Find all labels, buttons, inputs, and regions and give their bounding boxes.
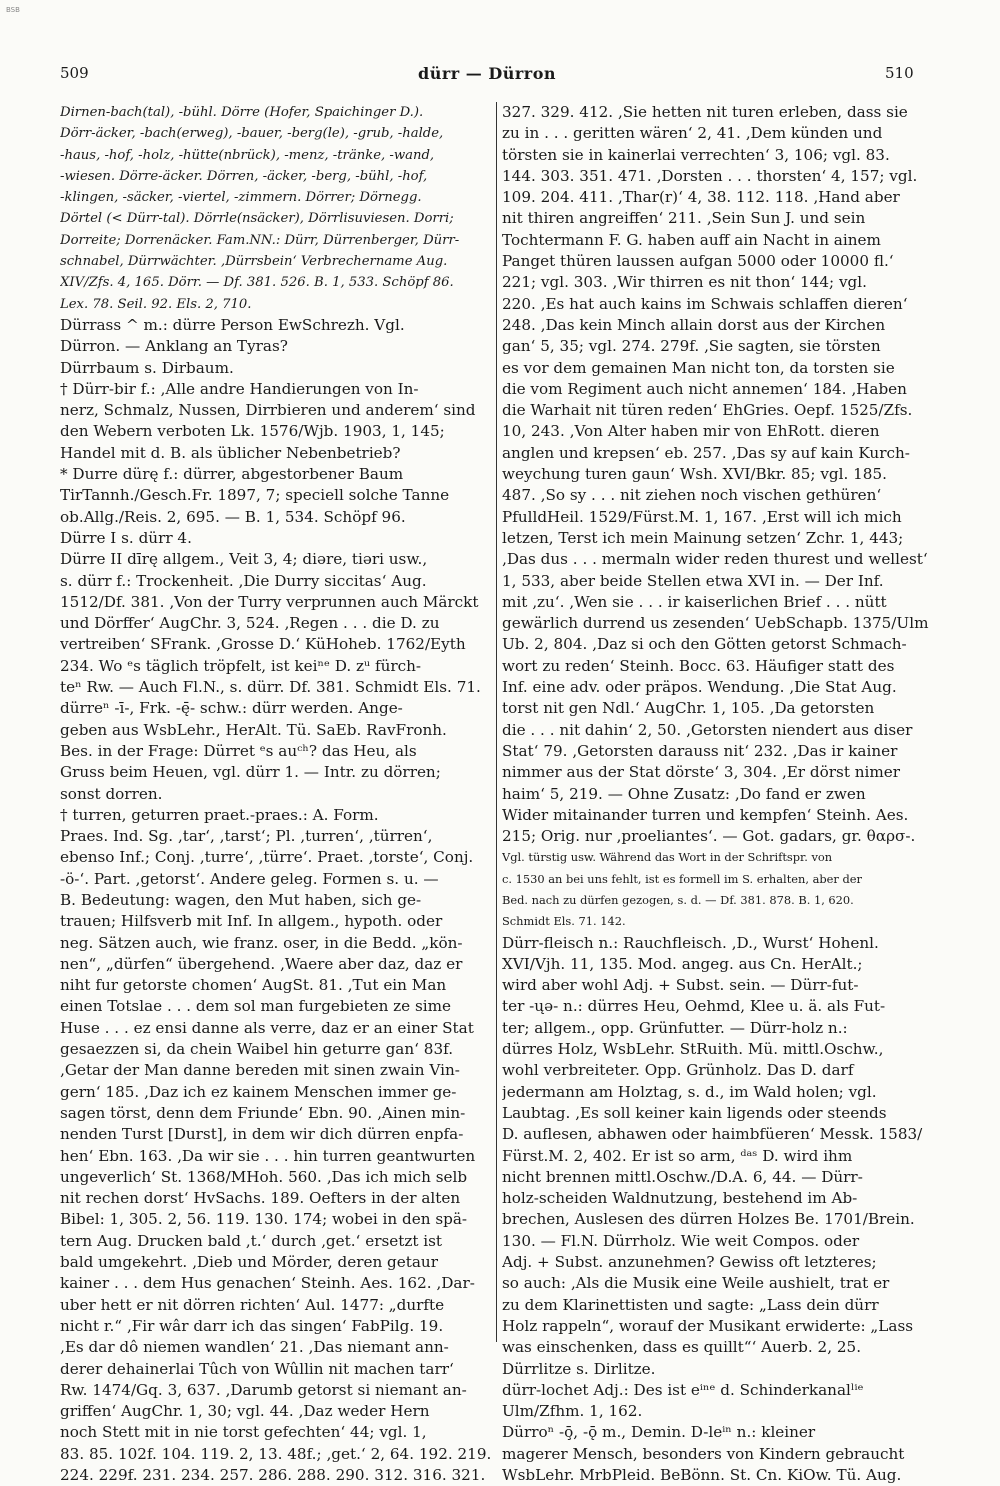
text-line: brechen, Auslesen des dürren Holzes Be. 1701/Brein. xyxy=(502,1210,915,1229)
text-line: 487. ‚So sy . . . nit ziehen noch vischen gethüren‘ xyxy=(502,486,882,505)
text-line: die . . . nit dahin‘ 2, 50. ‚Getorsten niendert aus diser xyxy=(502,720,913,739)
text-line: 224. 229f. 231. 234. 257. 286. 288. 290. 312. 316. 321. xyxy=(60,1466,486,1484)
text-line: sagen törst, denn dem Friunde‘ Ebn. 90. ‚Ainen min- xyxy=(60,1103,466,1122)
text-line: anglen und krepsen‘ eb. 257. ‚Das sy auf kain Kurch- xyxy=(502,443,910,462)
text-line: kainer . . . dem Hus genachen‘ Steinh. Aes. 162. ‚Dar- xyxy=(60,1274,475,1293)
text-line: Rw. 1474/Gq. 3, 637. ‚Darumb getorst si niemant an- xyxy=(60,1380,467,1399)
text-line: schnabel, Dürrwächter. ‚Dürrsbein‘ Verbrechername Aug. xyxy=(60,254,448,270)
text-line: dürr-lochet Adj.: Des ist eⁱⁿᵉ d. Schinderkanalˡⁱᵉ xyxy=(502,1380,864,1399)
text-line: sonst dorren. xyxy=(60,784,163,803)
text-line: 83. 85. 102f. 104. 119. 2, 13. 48f.; ‚get.‘ 2, 64. 192. 219. xyxy=(60,1444,492,1463)
text-line: nimmer aus der Stat dörste‘ 3, 304. ‚Er dörst nimer xyxy=(502,763,901,782)
text-line: 109. 204. 411. ‚Thar(r)‘ 4, 38. 112. 118. ‚Hand aber xyxy=(502,188,900,207)
text-line: Dörr-äcker, -bach(erweg), -bauer, -berg(le), -grub, -halde, xyxy=(60,126,444,142)
text-line: Fürst.M. 2, 402. Er ist so arm, ᵈᵃˢ D. wird ihm xyxy=(502,1146,853,1165)
text-line: Dürrass ^ m.: dürre Person EwSchrezh. Vgl. xyxy=(60,315,405,334)
text-line: 10, 243. ‚Von Alter haben mir von EhRott. dieren xyxy=(502,422,880,441)
text-line: ter -ųə- n.: dürres Heu, Oehmd, Klee u. ä. als Fut- xyxy=(502,997,886,1016)
running-head: dürr — Dürron xyxy=(418,64,556,83)
text-line: wort zu reden‘ Steinh. Bocc. 63. Häufiger statt des xyxy=(502,656,895,675)
text-line: 1, 533, aber beide Stellen etwa XVI in. — Der Inf. xyxy=(502,571,884,590)
text-line: Lex. 78. Seil. 92. Els. 2, 710. xyxy=(60,296,252,312)
text-line: 1512/Df. 381. ‚Von der Turry verprunnen auch Märckt xyxy=(60,592,479,611)
text-line: Dürre I s. dürr 4. xyxy=(60,528,192,547)
text-line: Inf. eine adv. oder präpos. Wendung. ‚Die Stat Aug. xyxy=(502,678,897,697)
text-line: haim‘ 5, 219. — Ohne Zusatz: ‚Do fand er zwen xyxy=(502,784,866,803)
text-line: c. 1530 an bei uns fehlt, ist es formell im S. erhalten, aber der xyxy=(502,871,862,886)
text-line: gern‘ 185. ‚Daz ich ez kainem Menschen immer ge- xyxy=(60,1082,457,1101)
text-line: Vgl. türstig usw. Während das Wort in der Schriftspr. von xyxy=(502,850,833,865)
text-line: PfulldHeil. 1529/Fürst.M. 1, 167. ‚Erst will ich mich xyxy=(502,507,902,526)
text-line: 248. ‚Das kein Minch allain dorst aus der Kirchen xyxy=(502,315,886,334)
text-line: Stat‘ 79. ‚Getorsten darauss nit‘ 232. ‚Das ir kainer xyxy=(502,741,898,760)
text-line: 327. 329. 412. ‚Sie hetten nit turen erleben, dass sie xyxy=(502,103,908,121)
text-line: † turren, geturren praet.-praes.: A. Form. xyxy=(60,805,379,824)
text-line: ungeverlich‘ St. 1368/MHoh. 560. ‚Das ich mich selb xyxy=(60,1167,468,1186)
text-line: dürres Holz, WsbLehr. StRuith. Mü. mittl.Oschw., xyxy=(502,1040,884,1059)
text-line: derer dehainerlai Tûch von Wûllin nit machen tarr‘ xyxy=(60,1359,454,1378)
text-line: XVI/Vjh. 11, 135. Mod. angeg. aus Cn. HerAlt.; xyxy=(502,954,863,973)
text-line: neg. Sätzen auch, wie franz. oser, in die Bedd. „kön- xyxy=(60,933,463,952)
text-line: bald umgekehrt. ‚Dieb und Mörder, deren getaur xyxy=(60,1253,438,1272)
text-line: Adj. + Subst. anzunehmen? Gewiss oft letzteres; xyxy=(502,1253,877,1272)
text-line: Dürr-fleisch n.: Rauchfleisch. ‚D., Wurst‘ Hohenl. xyxy=(502,933,879,952)
text-line: Ulm/Zfhm. 1, 162. xyxy=(502,1402,643,1421)
text-line: WsbLehr. MrbPleid. BeBönn. St. Cn. KiOw. Tü. Aug. xyxy=(502,1466,902,1484)
text-line: letzen, Terst ich mein Mainung setzen‘ Zchr. 1, 443; xyxy=(502,528,904,547)
text-line: gan‘ 5, 35; vgl. 274. 279f. ‚Sie sagten, sie törsten xyxy=(502,337,881,356)
text-line: ob.Allg./Reis. 2, 695. — B. 1, 534. Schöpf 96. xyxy=(60,507,406,526)
text-line: -klingen, -säcker, -viertel, -zimmern. Dörrer; Dörnegg. xyxy=(60,190,422,206)
text-line: nicht brennen mittl.Oschw./D.A. 6, 44. — Dürr- xyxy=(502,1167,863,1186)
text-line: Huse . . . ez ensi danne als verre, daz er an einer Stat xyxy=(60,1018,474,1037)
text-line: wird aber wohl Adj. + Subst. sein. — Dürr-fut- xyxy=(502,976,859,995)
text-line: 221; vgl. 303. ‚Wir thirren es nit thon‘ 144; vgl. xyxy=(502,273,867,292)
text-line: die vom Regiment auch nicht annemen‘ 184. ‚Haben xyxy=(502,379,907,398)
text-line: XIV/Zfs. 4, 165. Dörr. — Df. 381. 526. B. 1, 533. Schöpf 86. xyxy=(60,275,454,291)
text-line: geben aus WsbLehr., HerAlt. Tü. SaEb. RavFronh. xyxy=(60,720,447,739)
text-line: nicht r.“ ‚Fir wâr darr ich das singen‘ FabPilg. 19. xyxy=(60,1316,444,1335)
text-line: einen Totslae . . . dem sol man furgebieten ze sime xyxy=(60,997,452,1016)
text-line: jedermann am Holztag, s. d., im Wald holen; vgl. xyxy=(502,1082,877,1101)
text-line: Tochtermann F. G. haben auff ain Nacht in ainem xyxy=(502,230,881,249)
text-line: gewärlich durrend us zesenden‘ UebSchapb. 1375/Ulm xyxy=(502,614,929,633)
text-line: 220. ‚Es hat auch kains im Schwais schlaffen dieren‘ xyxy=(502,294,908,313)
left-column xyxy=(60,102,492,1486)
text-line: zu dem Klarinettisten und sagte: „Lass dein dürr xyxy=(502,1295,879,1314)
text-line: nen“, „dürfen“ übergehend. ‚Waere aber daz, daz er xyxy=(60,954,463,973)
text-line: magerer Mensch, besonders von Kindern gebraucht xyxy=(502,1444,905,1463)
page-number-left: 509 xyxy=(60,64,89,82)
text-line: nerz, Schmalz, Nussen, Dirrbieren und anderem‘ sind xyxy=(60,401,476,420)
text-line: Dürron. — Anklang an Tyras? xyxy=(60,337,288,356)
text-line: -wiesen. Dörre-äcker. Dörren, -äcker, -berg, -bühl, -hof, xyxy=(60,168,428,184)
text-line: noch Stett mit in nie torst gefechten‘ 44; vgl. 1, xyxy=(60,1423,427,1442)
text-line: Dorreite; Dorrenäcker. Fam.NN.: Dürr, Dürrenberger, Dürr- xyxy=(60,232,460,248)
text-line: hen‘ Ebn. 163. ‚Da wir sie . . . hin turren geantwurten xyxy=(60,1146,476,1165)
text-line: nit rechen dorst‘ HvSachs. 189. Oefters in der alten xyxy=(60,1189,461,1208)
text-line: Dürrbaum s. Dirbaum. xyxy=(60,358,234,377)
text-line: 234. Wo ᵉs täglich tröpfelt, ist keiⁿᵉ D. zᵘ fürch- xyxy=(60,656,422,675)
text-line: gesaezzen si, da chein Waibel hin geturre gan‘ 83f. xyxy=(60,1040,454,1059)
text-line: nit thiren angreiffen‘ 211. ‚Sein Sun J. und sein xyxy=(502,209,866,228)
text-line: den Webern verboten Lk. 1576/Wjb. 1903, 1, 145; xyxy=(60,422,445,441)
text-line: -ö-‘. Part. ‚getorst‘. Andere geleg. Formen s. u. — xyxy=(60,869,439,888)
text-line: Dirnen-bach(tal), -bühl. Dörre (Hofer, Spaichinger D.). xyxy=(60,105,424,120)
text-line: es vor dem gemainen Man nicht ton, da torsten sie xyxy=(502,358,895,377)
text-line: holz-scheiden Waldnutzung, bestehend im Ab- xyxy=(502,1189,858,1208)
text-line: s. dürr f.: Trockenheit. ‚Die Durry siccitas‘ Aug. xyxy=(60,571,427,590)
page-number-right: 510 xyxy=(885,64,914,82)
text-line: Bibel: 1, 305. 2, 56. 119. 130. 174; wobei in den spä- xyxy=(60,1210,468,1229)
text-line: Ub. 2, 804. ‚Daz si och den Götten getorst Schmach- xyxy=(502,635,907,654)
text-line: Wider mitainander turren und kempfen‘ Steinh. Aes. xyxy=(502,805,909,824)
text-line: D. auflesen, abhawen oder haimbfüeren‘ Messk. 1583/ xyxy=(502,1125,923,1144)
text-line: B. Bedeutung: wagen, den Mut haben, sich ge- xyxy=(60,890,422,909)
text-line: niht fur getorste chomen‘ AugSt. 81. ‚Tut ein Man xyxy=(60,976,447,995)
library-watermark: BSB xyxy=(6,6,20,14)
text-line: Dörtel (< Dürr-tal). Dörrle(nsäcker), Dörrlisuviesen. Dorri; xyxy=(60,211,454,227)
text-line: uber hett er nit dörren richten‘ Aul. 1477: „durfte xyxy=(60,1295,445,1314)
text-line: tern Aug. Drucken bald ‚t.‘ durch ‚get.‘ ersetzt ist xyxy=(60,1231,443,1250)
text-line: Schmidt Els. 71. 142. xyxy=(502,914,626,929)
text-line: Dürrlitze s. Dirlitze. xyxy=(502,1359,656,1378)
text-line: torst nit gen Ndl.‘ AugChr. 1, 105. ‚Da getorsten xyxy=(502,699,875,718)
text-line: * Durre dürę f.: dürrer, abgestorbener Baum xyxy=(60,465,404,484)
text-line: ter; allgem., opp. Grünfutter. — Dürr-holz n.: xyxy=(502,1018,848,1037)
text-line: so auch: ‚Als die Musik eine Weile aushielt, trat er xyxy=(502,1274,890,1293)
text-line: TirTannh./Gesch.Fr. 1897, 7; speciell solche Tanne xyxy=(60,486,450,505)
text-line: 215; Orig. nur ‚proeliantes‘. — Got. gadars, gr. θαρσ-. xyxy=(502,827,916,846)
text-line: Panget thüren laussen aufgan 5000 oder 10000 fl.‘ xyxy=(502,252,894,271)
text-line: 144. 303. 351. 471. ‚Dorsten . . . thorsten‘ 4, 157; vgl. xyxy=(502,166,918,185)
text-line: nenden Turst [Durst], in dem wir dich dürren enpfa- xyxy=(60,1125,464,1144)
text-line: griffen‘ AugChr. 1, 30; vgl. 44. ‚Daz weder Hern xyxy=(60,1402,430,1421)
text-line: teⁿ Rw. — Auch Fl.N., s. dürr. Df. 381. Schmidt Els. 71. xyxy=(60,678,481,697)
text-line: ‚Getar der Man danne bereden mit sinen zwain Vin- xyxy=(60,1061,460,1080)
text-line: wohl verbreiteter. Opp. Grünholz. Das D. darf xyxy=(502,1061,854,1080)
text-line: die Warhait nit türen reden‘ EhGries. Oepf. 1525/Zfs. xyxy=(502,401,913,420)
text-line: trauen; Hilfsverb mit Inf. In allgem., hypoth. oder xyxy=(60,912,443,931)
text-line: Laubtag. ‚Es soll keiner kain ligends oder steends xyxy=(502,1103,887,1122)
text-line: Gruss beim Heuen, vgl. dürr 1. — Intr. zu dörren; xyxy=(60,763,441,782)
text-line: 130. — Fl.N. Dürrholz. Wie weit Compos. oder xyxy=(502,1231,860,1250)
text-line: Bed. nach zu dürfen gezogen, s. d. — Df. 381. 878. B. 1, 620. xyxy=(502,892,854,907)
text-line: dürreⁿ -ī-, Frk. -ę̄- schw.: dürr werden. Ange- xyxy=(60,699,403,718)
text-line: Dürre II dīrę allgem., Veit 3, 4; diəre, tiəri usw., xyxy=(60,550,428,569)
right-column xyxy=(502,102,930,1486)
text-line: was einschenken, dass es quillt“‘ Auerb. 2, 25. xyxy=(502,1338,862,1357)
text-line: ebenso Inf.; Conj. ‚turre‘, ‚türre‘. Praet. ‚torste‘, Conj. xyxy=(60,848,474,867)
text-line: weychung turen gaun‘ Wsh. XVI/Bkr. 85; vgl. 185. xyxy=(502,465,887,484)
text-line: vertreiben‘ SFrank. ‚Grosse D.‘ KüHoheb. 1762/Eyth xyxy=(60,635,466,654)
text-line: Dürroⁿ -ō̧, -ǭ m., Demin. D-leⁱⁿ n.: kleiner xyxy=(502,1423,816,1442)
text-line: Praes. Ind. Sg. ‚tar‘, ‚tarst‘; Pl. ‚turren‘, ‚türren‘, xyxy=(60,827,433,846)
text-line: Bes. in der Frage: Dürret ᵉs auᶜʰ? das Heu, als xyxy=(60,741,417,760)
text-line: törsten sie in kainerlai verrechten‘ 3, 106; vgl. 83. xyxy=(502,145,890,164)
text-line: Holz rappeln“, worauf der Musikant erwiderte: „Lass xyxy=(502,1316,914,1335)
text-line: † Dürr-bir f.: ‚Alle andre Handierungen von In- xyxy=(60,379,419,398)
text-line: -haus, -hof, -holz, -hütte(nbrück), -menz, -tränke, -wand, xyxy=(60,147,435,163)
text-line: mit ‚zu‘. ‚Wen sie . . . ir kaiserlichen Brief . . . nütt xyxy=(502,592,887,611)
text-line: zu in . . . geritten wären‘ 2, 41. ‚Dem künden und xyxy=(502,124,883,143)
text-line: ‚Das dus . . . mermaln wider reden thurest und wellest‘ xyxy=(502,550,928,569)
text-line: ‚Es dar dô niemen wandlen‘ 21. ‚Das niemant ann- xyxy=(60,1338,449,1357)
text-line: und Dörffer‘ AugChr. 3, 524. ‚Regen . . . die D. zu xyxy=(60,614,440,633)
text-line: Handel mit d. B. als üblicher Nebenbetrieb? xyxy=(60,443,401,462)
column-divider xyxy=(496,102,497,1342)
